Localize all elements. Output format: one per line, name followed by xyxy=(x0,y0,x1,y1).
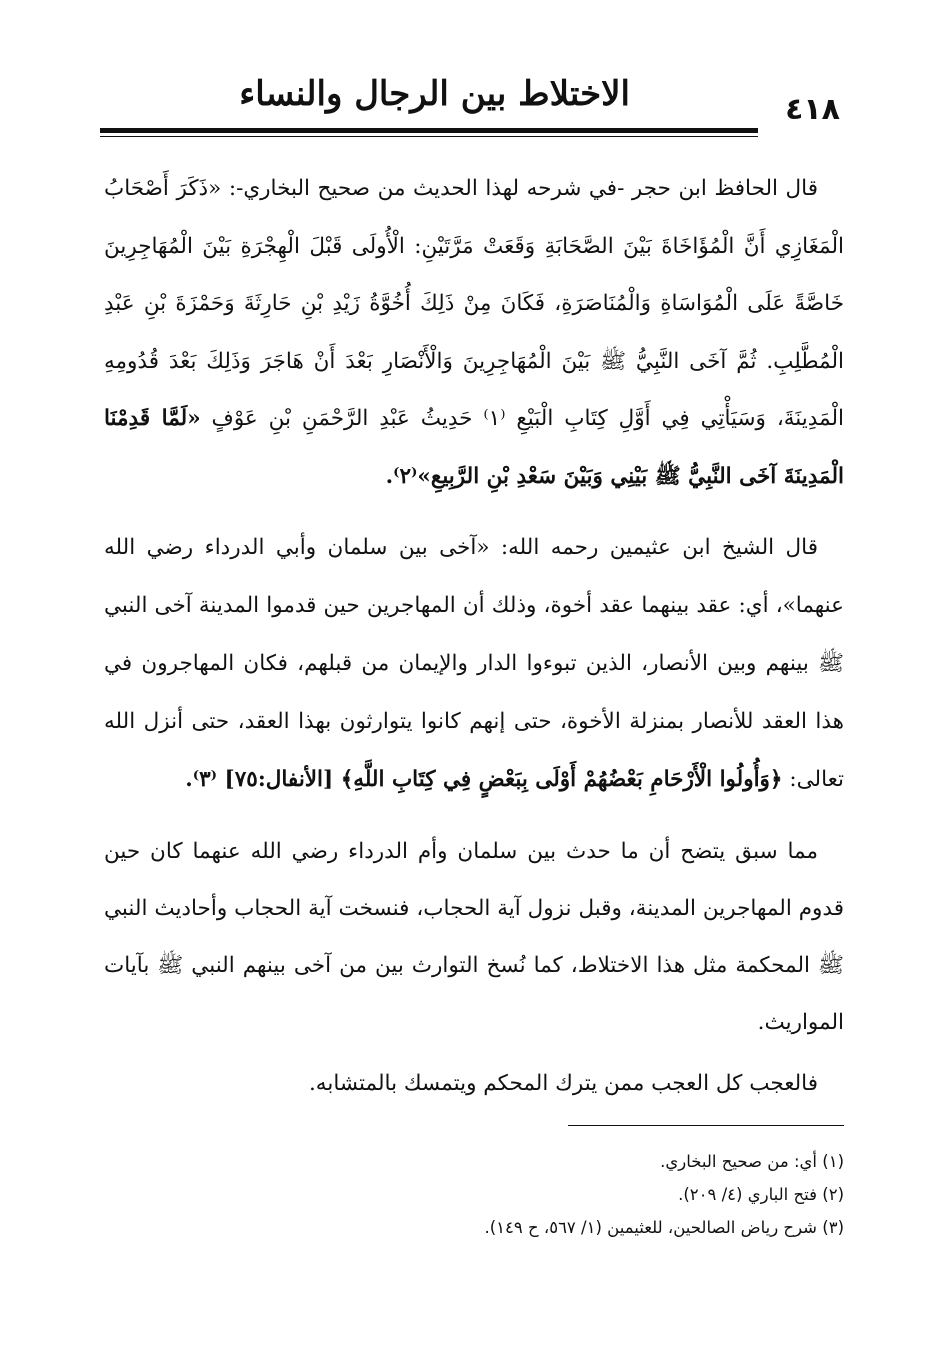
text-line: المدينة، وقبل نزول آية الحجاب، فنسخت آية الحجاب وأحاديث النبي ﷺ المحكمة xyxy=(104,896,844,978)
text-line: أَصْحَابُ الْمَغَازِي أَنَّ الْمُؤَاخَاةَ بَيْنَ الصَّحَابَةِ وَقَعَتْ مَرَّتَيْنِ: الْأُولَى قَبْلَ الْهِجْرَةِ بَيْنَ xyxy=(104,176,844,259)
text-line: عقد أخوة، وذلك أن المهاجرين حين قدموا المدينة آخى النبي ﷺ بينهم وبين xyxy=(104,593,845,676)
text-line: قال الحافظ ابن حجر -في شرحه لهذا الحديث من صحيح البخاري-: «ذَكَرَ xyxy=(168,176,818,201)
text-line: للأنصار بمنزلة الأخوة، حتى إنهم كانوا يتوارثون بهذا العقد، حتى أنزل الله تعالى: xyxy=(104,709,844,792)
text-line: مما سبق يتضح أن ما حدث بين سلمان وأم الدرداء رضي الله عنهما كان حين قدوم المهاجرين xyxy=(104,839,844,921)
text-line: الْمُهَاجِرِينَ خَاصَّةً عَلَى الْمُوَاسَاةِ وَالْمُنَاصَرَةِ، فَكَانَ مِنْ ذَلِكَ أُخُوَّةُ زَيْدِ بْنِ حَارِثَةَ xyxy=(104,233,844,316)
header-rule xyxy=(100,128,758,133)
text-line: فالعجب كل العجب ممن يترك المحكم ويتمسك بالمتشابه. xyxy=(308,1071,818,1096)
footnote-3: (٣) شرح رياض الصالحين، للعثيمين (١/ ٥٦٧، ح ١٤٩). xyxy=(484,1218,844,1237)
paragraph-ibn-hajar-quote xyxy=(104,160,844,505)
text-line: قال الشيخ ابن عثيمين رحمه الله: «آخى بين سلمان وأبي الدرداء رضي الله عنهما»، أي: عقد بينهما xyxy=(104,535,844,618)
paragraph-ibn-uthaymin-quote xyxy=(104,519,844,809)
footnote-2: (٢) فتح الباري (٤/ ٢٠٩). xyxy=(678,1185,844,1204)
header-rule-thin xyxy=(100,136,758,137)
paragraph-final-remark xyxy=(104,1055,844,1112)
running-title: الاختلاط بين الرجال والنساء xyxy=(239,74,630,114)
text-line: وَذَلِكَ بَعْدَ قُدُومِهِ الْمَدِينَةَ، وَسَيَأْتِي فِي أَوَّلِ كِتَابِ الْبَيْعِ ⁽١⁾ حَدِيثُ عَبْدِ الرَّحْمَنِ بْنِ عَوْفٍ xyxy=(104,348,844,431)
text-line: وَحَمْزَةَ بْنِ عَبْدِ الْمُطَّلِبِ. ثُمَّ آخَى النَّبِيُّ ﷺ بَيْنَ الْمُهَاجِرِينَ وَالْأَنْصَارِ بَعْدَ أَنْ هَاجَرَ xyxy=(104,291,844,374)
page-number: ٤١٨ xyxy=(785,92,840,127)
text-line: مثل هذا الاختلاط، كما نُسخ التوارث بين من آخى بينهم النبي ﷺ بآيات المواريث. xyxy=(104,953,844,1035)
paragraph-conclusion xyxy=(104,823,844,1051)
text-line: الأنصار، الذين تبوءوا الدار والإيمان من قبلهم، فكان المهاجرون في هذا العقد xyxy=(104,651,845,734)
footnote-1: (١) أي: من صحيح البخاري. xyxy=(660,1152,844,1171)
body-text xyxy=(104,160,844,1112)
footnote-separator xyxy=(568,1125,844,1126)
quran-verse-line: ﴿وَأُولُوا الْأَرْحَامِ بَعْضُهُمْ أَوْلَى بِبَعْضٍ فِي كِتَابِ اللَّهِ﴾ [الأنفال:٧٥] ⁽٣⁾. xyxy=(185,767,783,792)
footnotes xyxy=(300,1145,844,1244)
hadith-quote-line: «لَمَّا قَدِمْنَا الْمَدِينَةَ آخَى النَّبِيُّ ﷺ بَيْنِي وَبَيْنَ سَعْدِ بْنِ الرَّبِيعِ»⁽٢⁾. xyxy=(104,406,844,489)
page-header xyxy=(100,70,840,140)
